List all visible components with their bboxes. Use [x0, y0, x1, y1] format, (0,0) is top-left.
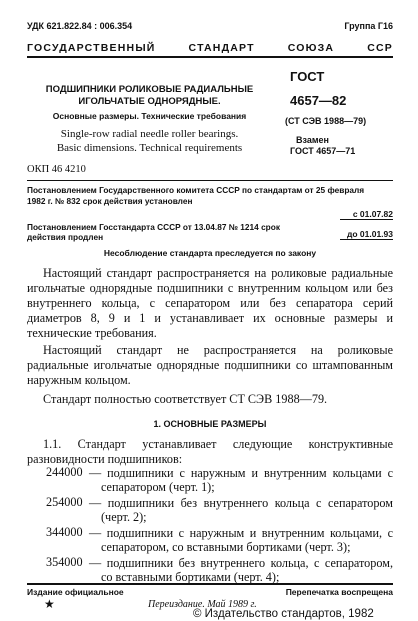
sev-reference: (СТ СЭВ 1988—79) [285, 116, 367, 126]
paragraph-variants: 1.1. Стандарт устанавливает следующие конструктивные разновидности подшипников: [27, 437, 393, 466]
star-icon: ★ [44, 597, 55, 611]
paragraph-conformity: Стандарт полностью соответствует СТ СЭВ 1988—79. [43, 392, 328, 406]
gost-label: ГОСТ [290, 69, 325, 84]
udk-code: УДК 621.822.84 : 006.354 [27, 21, 133, 31]
variant-desc-line: со вставными бортиками (черт. 4); [101, 570, 280, 584]
variant-code: 344000 [46, 525, 83, 539]
variant-desc-line: сепаратором (черт. 1); [101, 480, 215, 494]
title-ru-line1: ПОДШИПНИКИ РОЛИКОВЫЕ РАДИАЛЬНЫЕ [45, 84, 254, 95]
state-standard-banner: ГОСУДАРСТВЕННЫЙ СТАНДАРТ СОЮЗА ССР [27, 42, 393, 54]
date2-rule [340, 239, 393, 240]
variant-code: 244000 [46, 465, 83, 479]
decree-line4: действия продлен [27, 232, 104, 242]
copyright: © Издательство стандартов, 1982 [193, 608, 374, 620]
variant-desc-line: — подшипники с наружным и внутренним кольцами, с [89, 526, 393, 540]
decree-line2: 1982 г. № 832 срок действия установлен [27, 196, 193, 206]
variant-desc-line: — подшипники с наружным и внутренним кольцами с [89, 466, 393, 480]
header-rule [27, 56, 393, 58]
okp-code: ОКП 46 4210 [27, 164, 86, 175]
old-gost: ГОСТ 4657—71 [290, 146, 356, 156]
variant-description [89, 466, 393, 494]
title-ru-line2: ИГОЛЬЧАТЫЕ ОДНОРЯДНЫЕ. [78, 96, 221, 107]
gost-number: 4657—82 [290, 93, 347, 108]
reprint-notice: Перепечатка воспрещена [285, 587, 393, 597]
title-rule [27, 180, 393, 181]
paragraph-scope: Настоящий стандарт распространяется на роликовые радиальные игольчатые однорядные подшипники с внутренним кольцом или без внутреннего кольца, с сепаратором или без сепаратора серий диаметров 8, 9 и 1 и устанавливает их основные размеры и технические требования. [27, 266, 393, 340]
paragraph-exclusion: Настоящий стандарт не распространяется на роликовые радиальные игольчатые однорядные подшипники со штампованным наружным кольцом. [27, 343, 393, 387]
title-en-line2: Basic dimensions. Technical requirements [56, 142, 243, 154]
section-heading: 1. ОСНОВНЫЕ РАЗМЕРЫ [153, 419, 267, 429]
variant-description [89, 526, 393, 554]
footer-rule [27, 583, 393, 585]
variant-desc-line: сепаратором, со вставными бортиками (черт. 3); [101, 540, 351, 554]
legal-warning: Несоблюдение стандарта преследуется по закону [103, 248, 317, 258]
group-code: Группа Г16 [344, 21, 393, 31]
replaces-label: Взамен [296, 135, 329, 145]
variant-code: 354000 [46, 555, 83, 569]
reissue-note: Переиздание. Май 1989 г. [148, 599, 257, 610]
title-en-line1: Single-row radial needle roller bearings. [60, 128, 239, 140]
variant-code: 254000 [46, 495, 83, 509]
variant-desc-line: — подшипники без внутреннего кольца, с сепаратором, [89, 556, 393, 570]
variant-desc-line: — подшипники без внутреннего кольца с сепаратором [89, 496, 393, 510]
variant-description [89, 556, 393, 584]
official-edition: Издание официальное [27, 587, 124, 597]
extended-date: до 01.01.93 [346, 229, 393, 239]
variant-description [89, 496, 393, 524]
effective-date: с 01.07.82 [352, 209, 393, 219]
variant-desc-line: (черт. 2); [101, 510, 147, 524]
decree-line1: Постановлением Государственного комитета СССР по стандартам от 25 февраля [27, 185, 365, 195]
decree-line3: Постановлением Госстандарта СССР от 13.04.87 № 1214 срок [27, 222, 280, 232]
date1-rule [340, 219, 393, 220]
title-ru-subtitle: Основные размеры. Технические требования [52, 111, 247, 121]
